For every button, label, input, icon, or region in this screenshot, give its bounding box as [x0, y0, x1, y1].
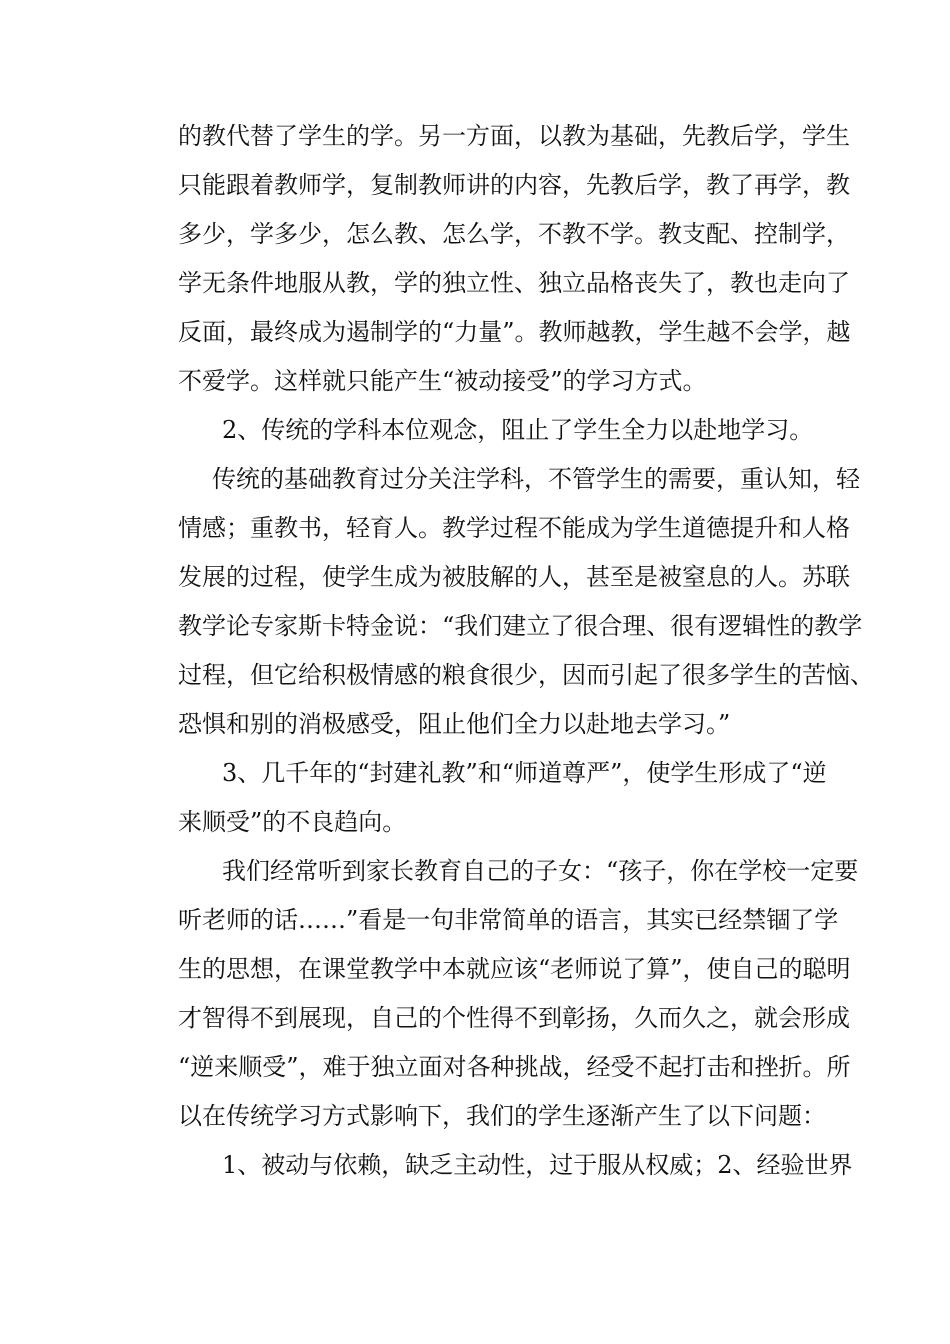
text-line: 过程，但它给积极情感的粮食很少，因而引起了很多学生的苦恼、: [178, 661, 874, 689]
text-line: 的教代替了学生的学。另一方面，以教为基础，先教后学，学生: [178, 122, 850, 150]
text-line: 反面，最终成为遏制学的“力量”。教师越教，学生越不会学，越: [178, 318, 851, 346]
text-line: 才智得不到展现，自己的个性得不到彰扬，久而久之，就会形成: [178, 1004, 850, 1032]
text-line: 3、几千年的“封建礼教”和“师道尊严”，使学生形成了“逆: [222, 759, 827, 787]
text-line: 情感；重教书，轻育人。教学过程不能成为学生道德提升和人格: [178, 514, 850, 542]
body-text: [178, 112, 874, 1190]
text-line: “逆来顺受”，难于独立面对各种挑战，经受不起打击和挫折。所: [178, 1053, 851, 1081]
text-line: 生的思想，在课堂教学中本就应该“老师说了算”，使自己的聪明: [178, 955, 851, 983]
text-line: 学无条件地服从教，学的独立性、独立品格丧失了，教也走向了: [178, 269, 850, 297]
text-line: 只能跟着教师学，复制教师讲的内容，先教后学，教了再学，教: [178, 171, 850, 199]
text-line: 多少，学多少，怎么教、怎么学，不教不学。教支配、控制学，: [178, 220, 850, 248]
text-line: 传统的基础教育过分关注学科，不管学生的需要，重认知，轻: [212, 465, 860, 493]
text-line: 教学论专家斯卡特金说：“我们建立了很合理、很有逻辑性的教学: [178, 612, 863, 640]
text-line: 不爱学。这样就只能产生“被动接受”的学习方式。: [178, 367, 707, 395]
text-line: 1、被动与依赖，缺乏主动性，过于服从权威；2、经验世界: [222, 1151, 853, 1179]
text-line: 恐惧和别的消极感受，阻止他们全力以赴地去学习。”: [178, 710, 731, 738]
text-line: 听老师的话……”看是一句非常简单的语言，其实已经禁锢了学: [178, 906, 839, 934]
text-line: 来顺受”的不良趋向。: [178, 808, 407, 836]
text-line: 2、传统的学科本位观念，阻止了学生全力以赴地学习。: [222, 416, 814, 444]
text-line: 发展的过程，使学生成为被肢解的人，甚至是被窒息的人。苏联: [178, 563, 850, 591]
text-line: 我们经常听到家长教育自己的子女：“孩子，你在学校一定要: [222, 857, 859, 885]
text-line: 以在传统学习方式影响下，我们的学生逐渐产生了以下问题：: [178, 1102, 826, 1130]
